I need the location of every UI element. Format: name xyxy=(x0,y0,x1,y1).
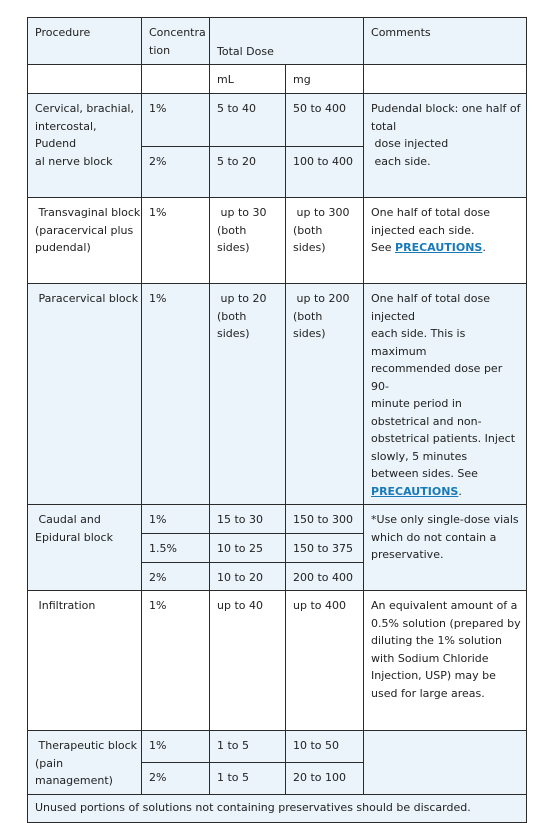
header-ml: mL xyxy=(210,65,286,94)
ml-cell: up to 40 xyxy=(210,591,286,731)
concentration-cell: 1% xyxy=(142,284,210,505)
ml-cell: 1 to 5 xyxy=(210,762,286,794)
comments-cervical: Pudendal block: one half of total dose injected each side. xyxy=(364,94,527,198)
ml-cell: 10 to 20 xyxy=(210,562,286,591)
precautions-link[interactable]: PRECAUTIONS xyxy=(371,484,459,498)
mg-cell: 50 to 400 xyxy=(286,94,364,147)
ml-cell: up to 30 (both sides) xyxy=(210,198,286,284)
mg-cell: 200 to 400 xyxy=(286,562,364,591)
concentration-cell: 2% xyxy=(142,762,210,794)
table-header-row xyxy=(28,18,527,65)
precautions-link[interactable]: PRECAUTIONS xyxy=(395,241,483,254)
table-subheader-row xyxy=(28,65,527,94)
header-total-dose: Total Dose xyxy=(210,18,364,65)
ml-cell: 15 to 30 xyxy=(210,505,286,534)
mg-cell: up to 400 xyxy=(286,591,364,731)
mg-cell: 100 to 400 xyxy=(286,147,364,198)
procedure-cervical: Cervical, brachial, intercostal, Pudend al nerve block xyxy=(28,94,142,198)
dosage-table xyxy=(27,17,527,823)
header-procedure: Procedure xyxy=(28,18,142,65)
concentration-cell: 1% xyxy=(142,591,210,731)
mg-cell: 10 to 50 xyxy=(286,731,364,763)
concentration-cell: 1% xyxy=(142,731,210,763)
concentration-cell: 2% xyxy=(142,147,210,198)
concentration-cell: 1% xyxy=(142,198,210,284)
comments-caudal: *Use only single-dose vials which do not contain a preservative. xyxy=(364,505,527,591)
mg-cell: up to 200 (both sides) xyxy=(286,284,364,505)
table-row xyxy=(28,284,527,505)
mg-cell: 150 to 300 xyxy=(286,505,364,534)
concentration-cell: 1% xyxy=(142,505,210,534)
ml-cell: 10 to 25 xyxy=(210,534,286,563)
footer-note: Unused portions of solutions not containing preservatives should be discarded. xyxy=(28,794,527,822)
table-row xyxy=(28,731,527,763)
procedure-therapeutic: Therapeutic block (pain management) xyxy=(28,731,142,795)
ml-cell: up to 20 (both sides) xyxy=(210,284,286,505)
procedure-transvaginal: Transvaginal block (paracervical plus pudendal) xyxy=(28,198,142,284)
mg-cell: up to 300 (both sides) xyxy=(286,198,364,284)
mg-cell: 150 to 375 xyxy=(286,534,364,563)
procedure-caudal-epidural: Caudal and Epidural block xyxy=(28,505,142,591)
header-comments: Comments xyxy=(364,18,527,65)
concentration-cell: 1% xyxy=(142,94,210,147)
procedure-paracervical: Paracervical block xyxy=(28,284,142,505)
concentration-cell: 1.5% xyxy=(142,534,210,563)
table-row xyxy=(28,198,527,284)
mg-cell: 20 to 100 xyxy=(286,762,364,794)
table-row xyxy=(28,505,527,534)
concentration-cell: 2% xyxy=(142,562,210,591)
header-concentration: Concentra tion xyxy=(142,18,210,65)
table-row xyxy=(28,94,527,147)
ml-cell: 5 to 40 xyxy=(210,94,286,147)
ml-cell: 5 to 20 xyxy=(210,147,286,198)
comments-paracervical: One half of total dose injected each side. This is maximum recommended dose per 90- minute period in obstetrical and non- obstetrical patients. Inject slowly, 5 minutes between sides. See PRECAUTIONS. xyxy=(364,284,527,505)
table-row xyxy=(28,591,527,731)
comments-transvaginal: One half of total dose injected each side. See PRECAUTIONS. xyxy=(364,198,527,284)
header-mg: mg xyxy=(286,65,364,94)
ml-cell: 1 to 5 xyxy=(210,731,286,763)
comments-infiltration: An equivalent amount of a 0.5% solution (prepared by diluting the 1% solution with Sodium Chloride Injection, USP) may be used for large areas. xyxy=(364,591,527,731)
procedure-infiltration: Infiltration xyxy=(28,591,142,731)
